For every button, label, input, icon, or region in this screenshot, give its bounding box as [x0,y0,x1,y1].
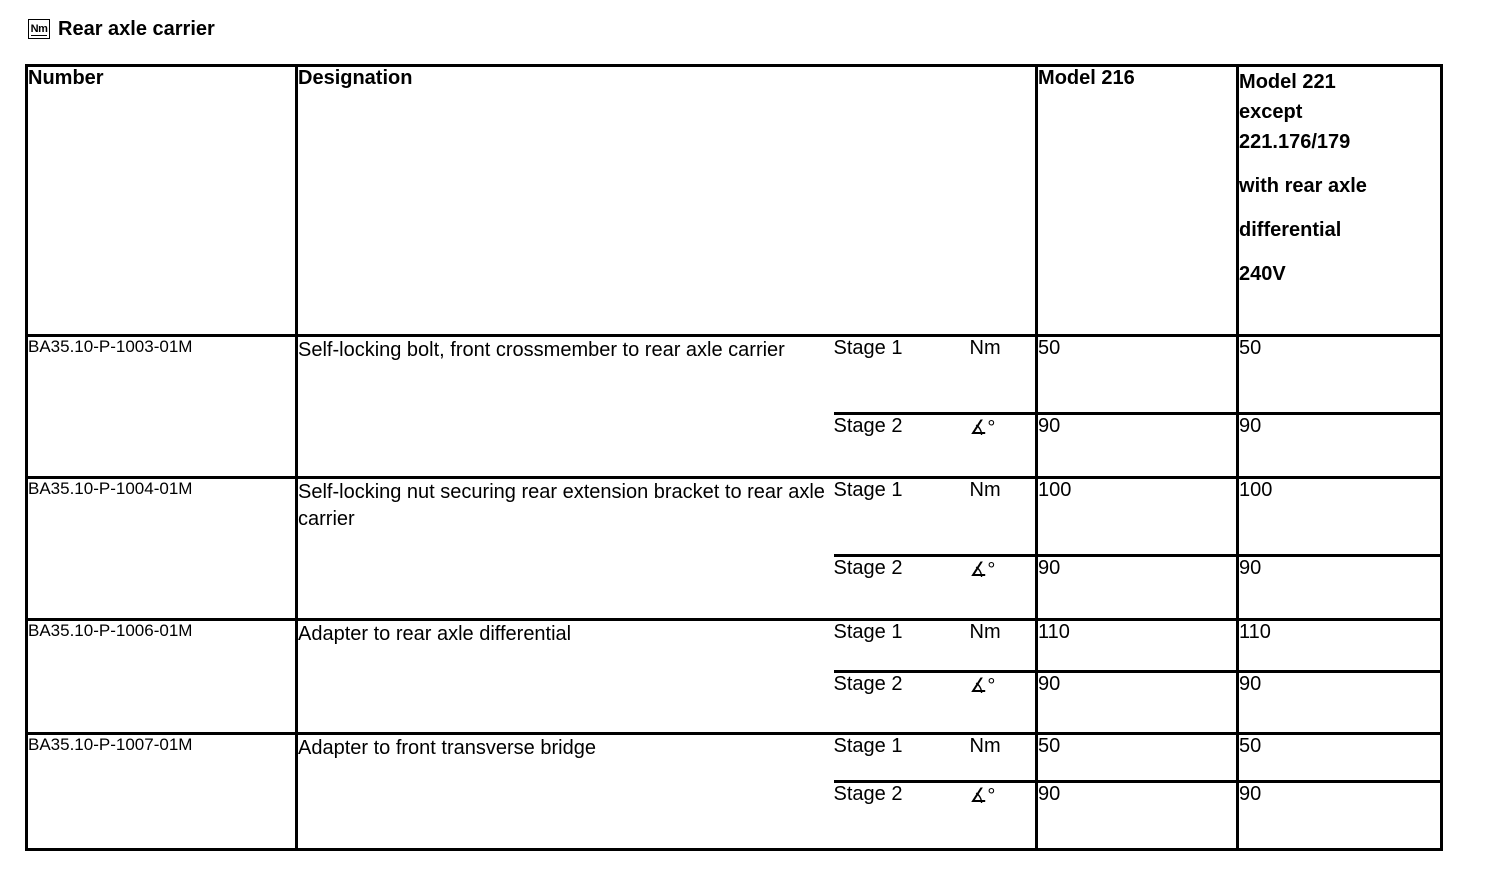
header-model-221-line: 221.176/179 [1239,131,1351,153]
value-model-216: 50 [1037,734,1238,782]
part-number-cell: BA35.10-P-1003-01M [27,336,297,478]
value-model-221: 90 [1238,556,1442,620]
part-number-cell: BA35.10-P-1007-01M [27,734,297,850]
designation-cell: Self-locking bolt, front crossmember to rear axle carrier [297,336,834,478]
value-model-221: 90 [1238,672,1442,734]
header-model-221 [1238,66,1442,336]
header-number: Number [27,66,297,336]
value-model-216: 90 [1037,556,1238,620]
value-model-216: 90 [1037,672,1238,734]
value-model-221: 100 [1238,478,1442,556]
angle-degree-icon: ∡° [970,414,1037,478]
torque-spec-table [25,64,1443,851]
value-model-221: 90 [1238,782,1442,850]
part-number-cell: BA35.10-P-1004-01M [27,478,297,620]
header-model-221-line: except [1239,101,1303,123]
part-number-cell: BA35.10-P-1006-01M [27,620,297,734]
value-model-221: 50 [1238,734,1442,782]
value-model-216: 110 [1037,620,1238,672]
table-row [27,336,1442,414]
stage-label: Stage 1 [834,734,970,782]
table-row [27,478,1442,556]
table-row [27,620,1442,672]
stage-label: Stage 2 [834,672,970,734]
designation-cell: Self-locking nut securing rear extension bracket to rear axle carrier [297,478,834,620]
value-model-216: 50 [1037,336,1238,414]
angle-degree-icon: ∡° [970,556,1037,620]
section-title [28,16,215,42]
angle-degree-icon: ∡° [970,782,1037,850]
stage-label: Stage 1 [834,620,970,672]
stage-label: Stage 2 [834,414,970,478]
value-model-216: 90 [1037,414,1238,478]
unit-nm: Nm [970,478,1037,556]
value-model-221: 50 [1238,336,1442,414]
header-model-221-line: Model 221 [1239,71,1336,93]
stage-label: Stage 2 [834,782,970,850]
header-model-221-line: 240V [1239,263,1286,285]
angle-degree-icon: ∡° [970,672,1037,734]
torque-nm-icon: Nm [28,19,50,39]
table-header-row [27,66,1442,336]
value-model-216: 90 [1037,782,1238,850]
stage-label: Stage 2 [834,556,970,620]
header-model-216: Model 216 [1037,66,1238,336]
header-designation: Designation [297,66,1037,336]
section-title-text: Rear axle carrier [58,17,215,40]
unit-nm: Nm [970,620,1037,672]
value-model-221: 110 [1238,620,1442,672]
designation-cell: Adapter to rear axle differential [297,620,834,734]
unit-nm: Nm [970,734,1037,782]
unit-nm: Nm [970,336,1037,414]
stage-label: Stage 1 [834,478,970,556]
header-model-221-line: with rear axle [1239,175,1367,197]
table-row [27,734,1442,782]
stage-label: Stage 1 [834,336,970,414]
value-model-221: 90 [1238,414,1442,478]
designation-cell: Adapter to front transverse bridge [297,734,834,850]
value-model-216: 100 [1037,478,1238,556]
header-model-221-line: differential [1239,219,1342,241]
